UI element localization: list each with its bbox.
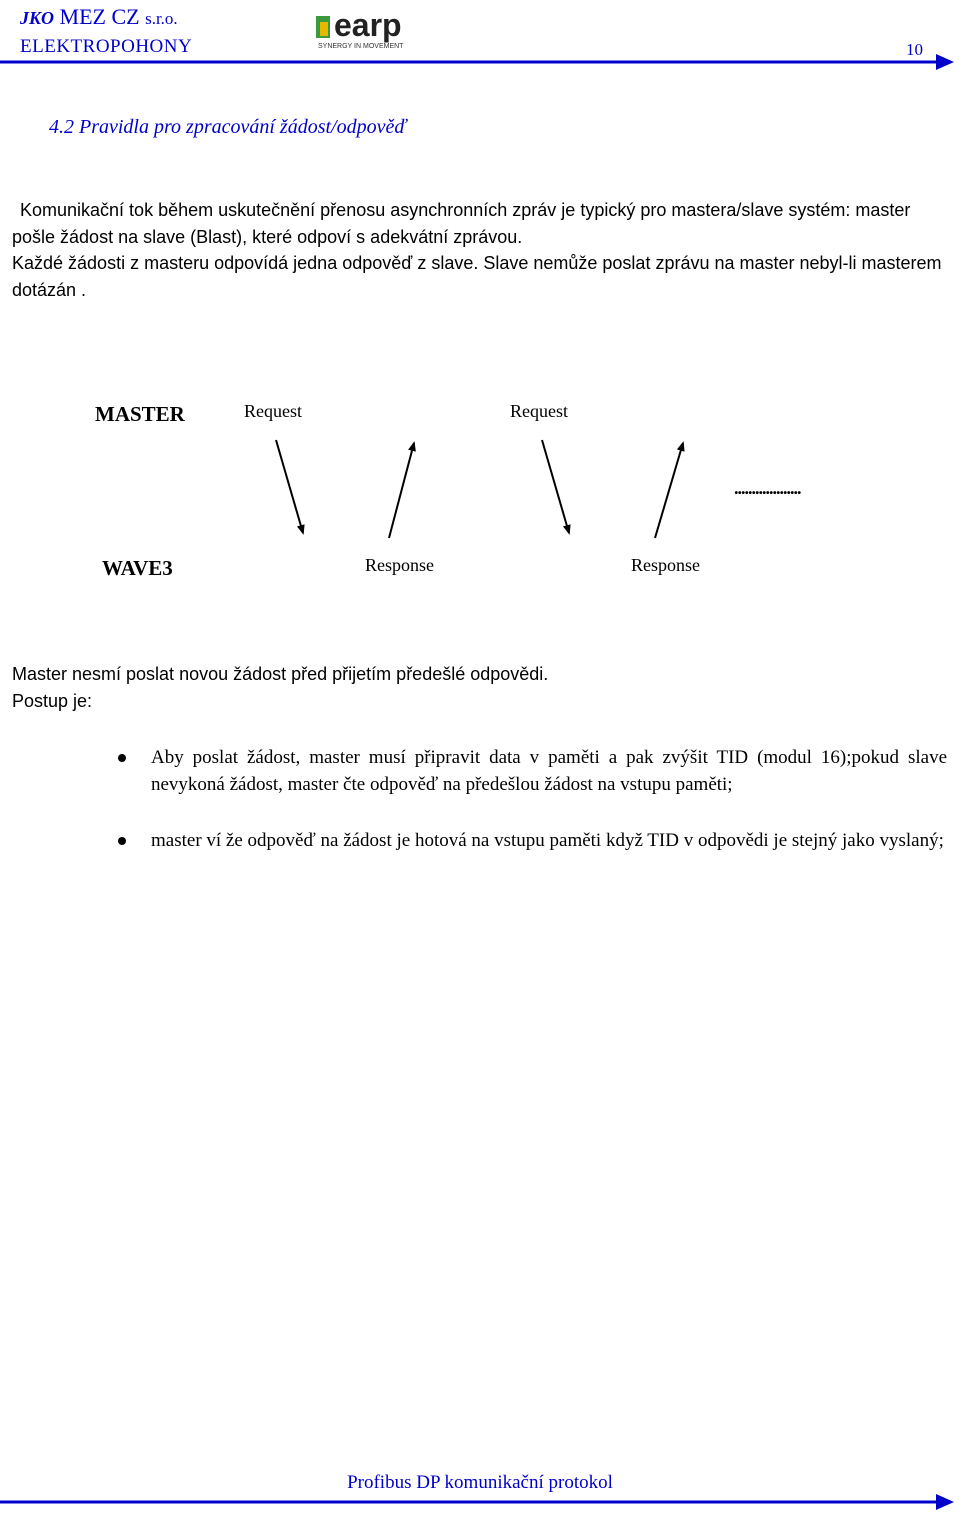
diagram-response-label-1: Response <box>365 555 434 575</box>
diagram-master-label: MASTER <box>95 402 185 426</box>
logo-tagline: SYNERGY IN MOVEMENT <box>318 43 404 50</box>
response-arrow-1 <box>389 443 414 538</box>
master-note: Master nesmí poslat novou žádost před přijetím předešlé odpovědi. <box>12 664 549 684</box>
section-heading: 4.2 Pravidla pro zpracování žádost/odpověď <box>49 116 407 138</box>
company-main: MEZ CZ <box>59 4 140 29</box>
footer-title: Profibus DP komunikační protokol <box>347 1472 613 1493</box>
bullet-icon <box>118 837 126 845</box>
footer-rule-arrow <box>0 1492 960 1512</box>
division-name: ELEKTROPOHONY <box>20 36 193 57</box>
response-arrow-2 <box>655 443 683 538</box>
step-text: master ví že odpověď na žádost je hotová na vstupu paměti když TID v odpovědi je stejný jako vyslaný; <box>151 830 944 851</box>
bullet-icon <box>118 754 126 762</box>
page-number: 10 <box>906 40 923 59</box>
request-arrow-1 <box>276 440 303 533</box>
logo-wordmark: earp <box>334 7 402 43</box>
diagram-slave-label: WAVE3 <box>102 556 173 580</box>
intro-paragraph-1: Komunikační tok během uskutečnění přenosu asynchronních zpráv je typický pro mastera/slave systém: master pošle žádost na slave (Blast), které odpoví s adekvátní zprávou. <box>12 200 911 247</box>
request-arrow-2 <box>542 440 569 533</box>
request-response-arrows <box>0 430 960 550</box>
diagram-ellipsis: ................... <box>734 478 801 498</box>
diagram-request-label-2: Request <box>510 401 568 421</box>
header-rule-arrow <box>0 52 960 72</box>
steps-list <box>0 744 960 854</box>
steps-intro: Postup je: <box>12 691 93 711</box>
step-text: Aby poslat žádost, master musí připravit data v paměti a pak zvýšit TID (modul 16);pokud slave nevykoná žádost, master čte odpověď na předešlou žádost na vstupu paměti; <box>151 747 947 795</box>
company-name <box>20 4 178 32</box>
earp-logo <box>312 4 452 50</box>
intro-paragraph-2: Každé žádosti z masteru odpovídá jedna odpověď z slave. Slave nemůže poslat zprávu na master nebyl-li masterem dotázán . <box>12 253 942 300</box>
diagram-response-label-2: Response <box>631 555 700 575</box>
company-suffix: s.r.o. <box>145 9 178 28</box>
diagram-request-label-1: Request <box>244 401 302 421</box>
list-item <box>0 744 947 798</box>
list-item <box>0 827 947 854</box>
company-jko: JKO <box>20 8 55 28</box>
